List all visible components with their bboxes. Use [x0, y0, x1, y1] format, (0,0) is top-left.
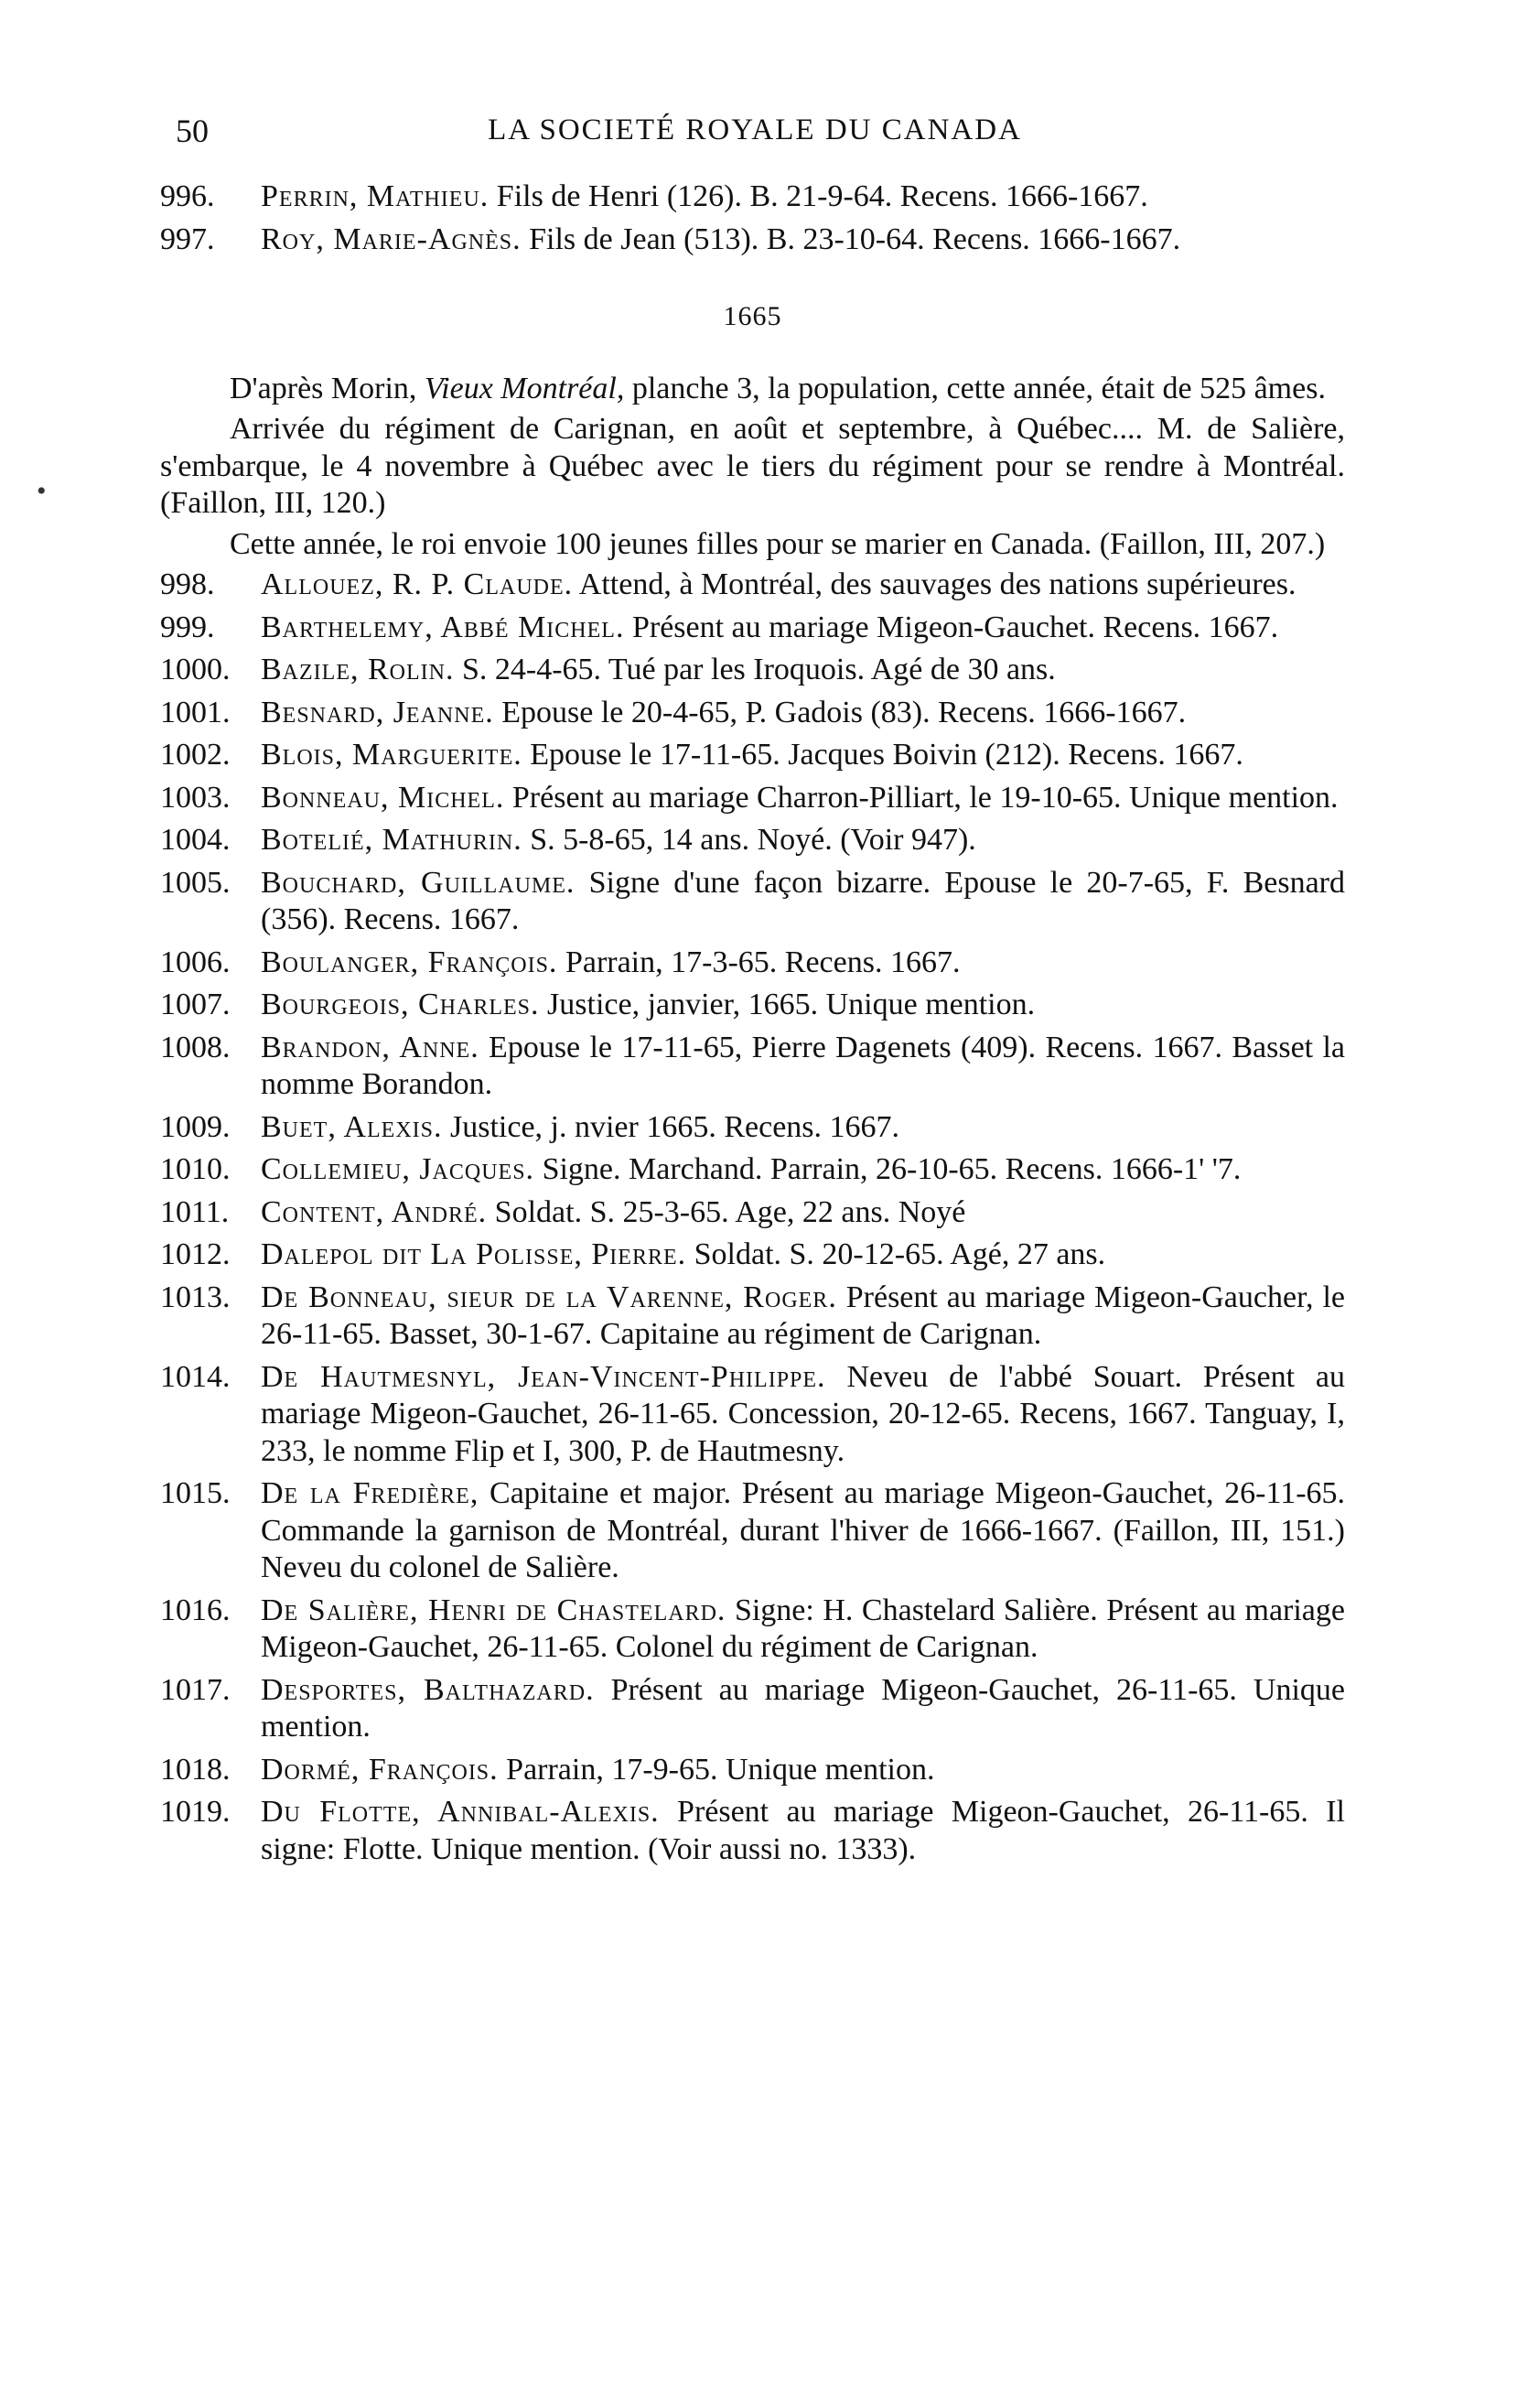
entry-name: Collemieu, Jacques.: [261, 1152, 535, 1186]
entry-1019: [160, 1794, 1345, 1868]
page-number: 50: [176, 113, 209, 149]
entry-text: Justice, janvier, 1665. Unique mention.: [539, 988, 1036, 1021]
entry-text: Attend, à Montréal, des sauvages des nations supérieures.: [573, 567, 1296, 601]
entry-1015: [160, 1475, 1345, 1587]
entry-name: Content, André.: [261, 1194, 488, 1229]
entry-text: Epouse le 17-11-65. Jacques Boivin (212). Recens. 1667.: [522, 738, 1243, 772]
entry-text: Présent au mariage Migeon-Gaucher, le 26-11-65. Basset, 30-1-67. Capitaine au régiment de Carignan.: [261, 1280, 1346, 1351]
entry-1000: [160, 652, 1345, 689]
entry-997: [160, 221, 1345, 259]
paragraph-carignan: Arrivée du régiment de Carignan, en août et septembre, à Québec.... M. de Salière, s'embarque, le 4 novembre à Québec avec le tiers du régiment pour se rendre à Montréal. (Faillon, III, 120.): [160, 412, 1345, 520]
entry-text: Neveu de l'abbé Souart. Présent au mariage Migeon-Gauchet, 26-11-65. Concession, 20-12-65. Recens, 1667. Tanguay, I, 233, le nomme Flip et I, 300, P. de Hautmesny.: [261, 1359, 1346, 1468]
entry-text: S. 24-4-65. Tué par les Iroquois. Agé de 30 ans.: [454, 653, 1056, 686]
entry-number: 999.: [160, 610, 215, 644]
entry-number: 1017.: [160, 1672, 231, 1707]
entry-1008: [160, 1030, 1345, 1104]
entry-text: Epouse le 17-11-65, Pierre Dagenets (409). Recens. 1667. Basset la nomme Borandon.: [261, 1030, 1345, 1101]
entry-number: 1018.: [160, 1752, 231, 1787]
entry-number: 1014.: [160, 1359, 231, 1394]
entry-text: Fils de Henri (126). B. 21-9-64. Recens. 1666-1667.: [489, 179, 1148, 213]
entry-text: Signe d'une façon bizarre. Epouse le 20-7-65, F. Besnard (356). Recens. 1667.: [261, 865, 1345, 936]
entry-number: 1007.: [160, 988, 231, 1021]
entry-name: Blois, Marguerite.: [261, 738, 522, 772]
entry-1013: [160, 1280, 1345, 1354]
entry-number: 1009.: [160, 1109, 231, 1144]
entry-number: 1016.: [160, 1593, 231, 1627]
entry-1002: [160, 737, 1345, 774]
entry-number: 1019.: [160, 1795, 231, 1829]
entry-number: 996.: [160, 179, 215, 213]
entry-number: 1004.: [160, 823, 231, 857]
book-title: Vieux Montréal,: [424, 371, 625, 405]
entry-number: 1011.: [160, 1194, 230, 1229]
entry-name: Roy, Marie-Agnès.: [261, 221, 522, 256]
entry-number: 1010.: [160, 1152, 231, 1186]
entry-name: Botelié, Mathurin.: [261, 823, 522, 857]
entry-name: Bouchard, Guillaume.: [261, 865, 576, 900]
entry-name: Besnard, Jeanne.: [261, 695, 494, 729]
entry-name: Boulanger, François.: [261, 945, 558, 979]
header-title: LA SOCIETÉ ROYALE DU CANADA: [488, 113, 1022, 146]
entry-name: Dormé, François.: [261, 1752, 499, 1787]
entry-text: Fils de Jean (513). B. 23-10-64. Recens. 1666-1667.: [521, 221, 1181, 256]
entry-1010: [160, 1151, 1345, 1189]
entry-name: Bourgeois, Charles.: [261, 988, 540, 1021]
entry-name: De la Fredière,: [261, 1476, 479, 1510]
entry-name: Buet, Alexis.: [261, 1109, 443, 1144]
entry-name: Du Flotte, Annibal-Alexis.: [261, 1795, 660, 1829]
entry-1007: [160, 987, 1345, 1024]
year-heading: 1665: [723, 301, 782, 331]
entry-number: 1003.: [160, 780, 231, 815]
entry-998: [160, 567, 1345, 604]
entry-1005: [160, 865, 1345, 939]
entry-text: Parrain, 17-3-65. Recens. 1667.: [557, 945, 961, 979]
entry-text: Parrain, 17-9-65. Unique mention.: [498, 1752, 935, 1787]
entry-text: Présent au mariage Charron-Pilliart, le 19-10-65. Unique mention.: [504, 780, 1339, 815]
entry-text: Epouse le 20-4-65, P. Gadois (83). Recens. 1666-1667.: [493, 695, 1187, 729]
entry-text: S. 5-8-65, 14 ans. Noyé. (Voir 947).: [522, 823, 976, 857]
entry-1004: [160, 822, 1345, 859]
entries-top: [160, 178, 1345, 258]
entry-1012: [160, 1236, 1345, 1274]
entry-name: De Salière, Henri de Chastelard.: [261, 1593, 726, 1627]
running-head: [165, 112, 1345, 157]
entry-1001: [160, 695, 1345, 732]
entry-999: [160, 610, 1345, 647]
entry-name: Dalepol dit La Polisse, Pierre.: [261, 1237, 687, 1271]
entry-name: Bazile, Rolin.: [261, 653, 455, 686]
entry-name: De Bonneau, sieur de la Varenne, Roger.: [261, 1280, 837, 1314]
entries-list: [160, 567, 1345, 1868]
entry-text: Signe: H. Chastelard Salière. Présent au mariage Migeon-Gauchet, 26-11-65. Colonel du régiment de Carignan.: [261, 1593, 1345, 1664]
entry-name: Brandon, Anne.: [261, 1030, 479, 1064]
stray-mark: •: [37, 476, 47, 506]
entry-1017: [160, 1672, 1345, 1746]
entry-1018: [160, 1752, 1345, 1789]
paragraph-text: planche 3, la population, cette année, était de 525 âmes.: [624, 371, 1326, 405]
entry-number: 1013.: [160, 1280, 231, 1314]
entry-text: Présent au mariage Migeon-Gauchet, 26-11-65. Il signe: Flotte. Unique mention. (Voir aussi no. 1333).: [261, 1795, 1345, 1866]
entry-number: 1012.: [160, 1237, 231, 1271]
entry-1014: [160, 1359, 1345, 1471]
paragraph-population: [160, 371, 1345, 408]
entry-text: Présent au mariage Migeon-Gauchet. Recens. 1667.: [624, 610, 1279, 644]
entry-1003: [160, 780, 1345, 817]
entry-text: Capitaine et major. Présent au mariage Migeon-Gauchet, 26-11-65. Commande la garnison de Montréal, durant l'hiver de 1666-1667. (Faillon, III, 151.) Neveu du colonel de Salière.: [261, 1476, 1346, 1584]
entry-name: Barthelemy, Abbé Michel.: [261, 610, 625, 644]
entry-name: Allouez, R. P. Claude.: [261, 567, 574, 601]
entry-1009: [160, 1109, 1345, 1147]
entry-text: Signe. Marchand. Parrain, 26-10-65. Recens. 1666-1' '7.: [534, 1152, 1242, 1186]
entry-1016: [160, 1593, 1345, 1667]
entry-name: Desportes, Balthazard.: [261, 1672, 595, 1707]
entry-number: 1001.: [160, 695, 231, 729]
entry-text: Soldat. S. 25-3-65. Age, 22 ans. Noyé: [487, 1194, 966, 1229]
entry-name: Bonneau, Michel.: [261, 780, 505, 815]
entry-text: Soldat. S. 20-12-65. Agé, 27 ans.: [686, 1237, 1106, 1271]
entry-number: 1006.: [160, 945, 231, 979]
entry-number: 997.: [160, 221, 215, 256]
entry-1006: [160, 945, 1345, 982]
page-body: [160, 178, 1345, 1873]
paragraph-filles: Cette année, le roi envoie 100 jeunes filles pour se marier en Canada. (Faillon, III, 207.): [230, 526, 1326, 561]
entry-name: Perrin, Mathieu.: [261, 179, 490, 213]
entry-996: [160, 178, 1345, 216]
entry-number: 1000.: [160, 653, 231, 686]
entry-text: Justice, j. nvier 1665. Recens. 1667.: [442, 1109, 900, 1144]
entry-text: Présent au mariage Migeon-Gauchet, 26-11-65. Unique mention.: [261, 1672, 1345, 1744]
entry-1011: [160, 1194, 1345, 1232]
entry-name: De Hautmesnyl, Jean-Vincent-Philippe.: [261, 1359, 826, 1394]
entry-number: 1015.: [160, 1476, 231, 1510]
entry-number: 1002.: [160, 738, 231, 772]
paragraph-text: D'après Morin,: [230, 371, 425, 405]
entry-number: 1005.: [160, 865, 231, 900]
entry-number: 1008.: [160, 1030, 231, 1064]
entry-number: 998.: [160, 567, 215, 601]
